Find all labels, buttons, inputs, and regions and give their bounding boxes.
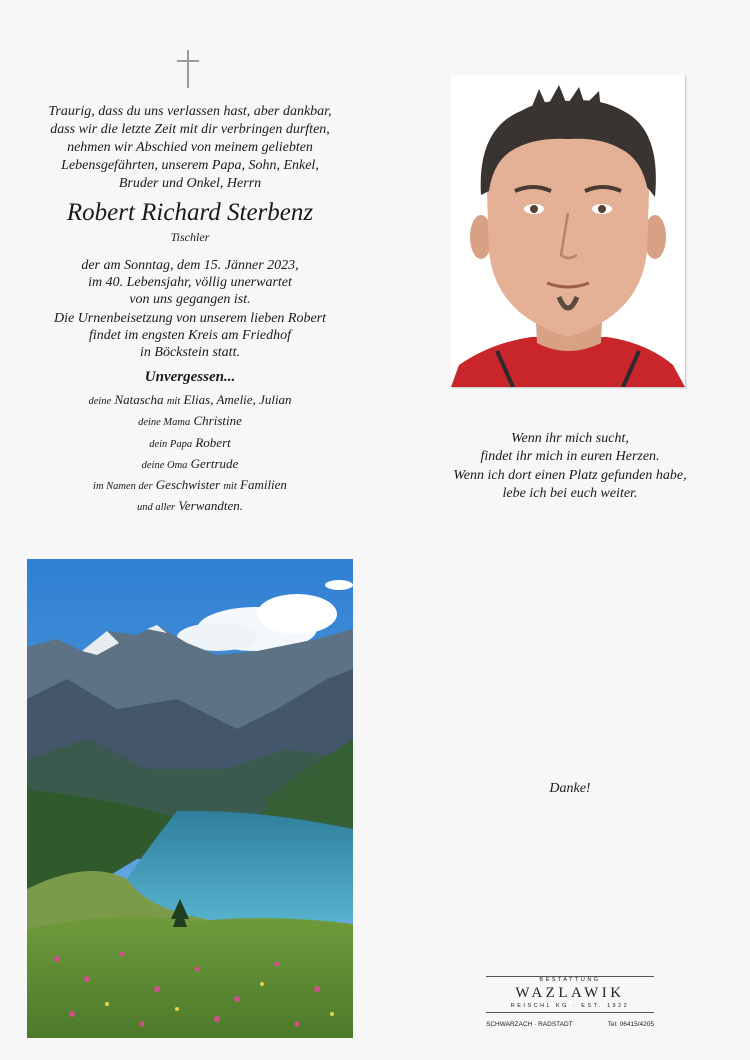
mourner-line — [26, 390, 354, 411]
urn-notice — [26, 310, 354, 361]
intro-line: dass wir die letzte Zeit mit dir verbringen durften, — [50, 122, 330, 137]
intro-line: Bruder und Onkel, Herrn — [118, 176, 262, 191]
logo-tagline: BESTATTUNG — [539, 977, 601, 983]
intro-text — [26, 103, 354, 193]
funeral-home-logo — [486, 973, 654, 1028]
mourner-prefix: im Namen der — [93, 481, 153, 493]
death-notice — [26, 257, 354, 308]
unvergessen-heading: Unvergessen... — [144, 369, 236, 385]
mourner-name: Geschwister — [155, 477, 221, 493]
mourner-line — [26, 454, 354, 475]
portrait-photo — [451, 75, 685, 387]
mourner-prefix: deine — [88, 396, 112, 407]
deceased-name: Robert Richard Sterbenz — [66, 199, 314, 226]
quote-line: Wenn ihr mich sucht, — [511, 431, 629, 446]
mourner-line — [26, 475, 354, 496]
mourner-prefix: deine Oma — [141, 459, 188, 471]
mourner-name: Robert — [195, 434, 231, 450]
mourner-name: Verwandten. — [178, 498, 244, 514]
logo-location: SCHWARZACH · RADSTADT — [486, 1021, 573, 1028]
quote-line: lebe ich bei euch weiter. — [502, 485, 638, 501]
logo-rule — [486, 1012, 654, 1013]
death-line: der am Sonntag, dem 15. Jänner 2023, — [81, 258, 299, 273]
deceased-profession: Tischler — [170, 230, 210, 244]
logo-phone: Tel: 06415/4205 — [607, 1021, 654, 1028]
mourner-name: Elias, Amelie, Julian — [183, 392, 292, 407]
mourners-list — [26, 390, 354, 518]
quote-text — [420, 430, 720, 503]
death-line: im 40. Lebensjahr, völlig unerwartet — [88, 275, 292, 290]
mourner-prefix: deine Mama — [138, 417, 191, 429]
quote-line: findet ihr mich in euren Herzen. — [480, 449, 660, 465]
urn-line: Die Urnenbeisetzung von unserem lieben Robert — [53, 311, 327, 326]
mourner-line — [26, 411, 354, 432]
logo-est: REISCHL KG · EST. 1922 — [510, 1003, 630, 1009]
mourner-prefix: dein Papa — [149, 438, 193, 450]
mourner-connector: mit — [166, 396, 181, 407]
thanks-text: Danke! — [549, 781, 591, 796]
mourner-line — [26, 433, 354, 454]
landscape-photo — [27, 559, 353, 1038]
intro-line: Traurig, dass du uns verlassen hast, aber dankbar, — [48, 104, 332, 119]
logo-brand: WAZLAWIK — [515, 985, 625, 1001]
mourner-connector: mit — [223, 481, 237, 493]
mourner-name: Christine — [193, 413, 242, 429]
mourner-prefix: und aller — [136, 502, 176, 514]
urn-line: in Böckstein statt. — [140, 345, 240, 360]
death-line: von uns gegangen ist. — [129, 292, 251, 307]
intro-line: nehmen wir Abschied von meinem geliebten — [67, 140, 313, 155]
urn-line: findet im engsten Kreis am Friedhof — [88, 328, 292, 343]
mourner-name: Gertrude — [190, 455, 239, 471]
mourner-line — [26, 496, 354, 517]
cross-icon — [177, 50, 199, 88]
mourner-name: Familien — [240, 477, 287, 493]
mourner-name: Natascha — [114, 392, 164, 407]
intro-line: Lebensgefährten, unserem Papa, Sohn, Enkel, — [61, 158, 319, 173]
logo-footer — [486, 1021, 654, 1028]
quote-line: Wenn ich dort einen Platz gefunden habe, — [453, 467, 687, 483]
